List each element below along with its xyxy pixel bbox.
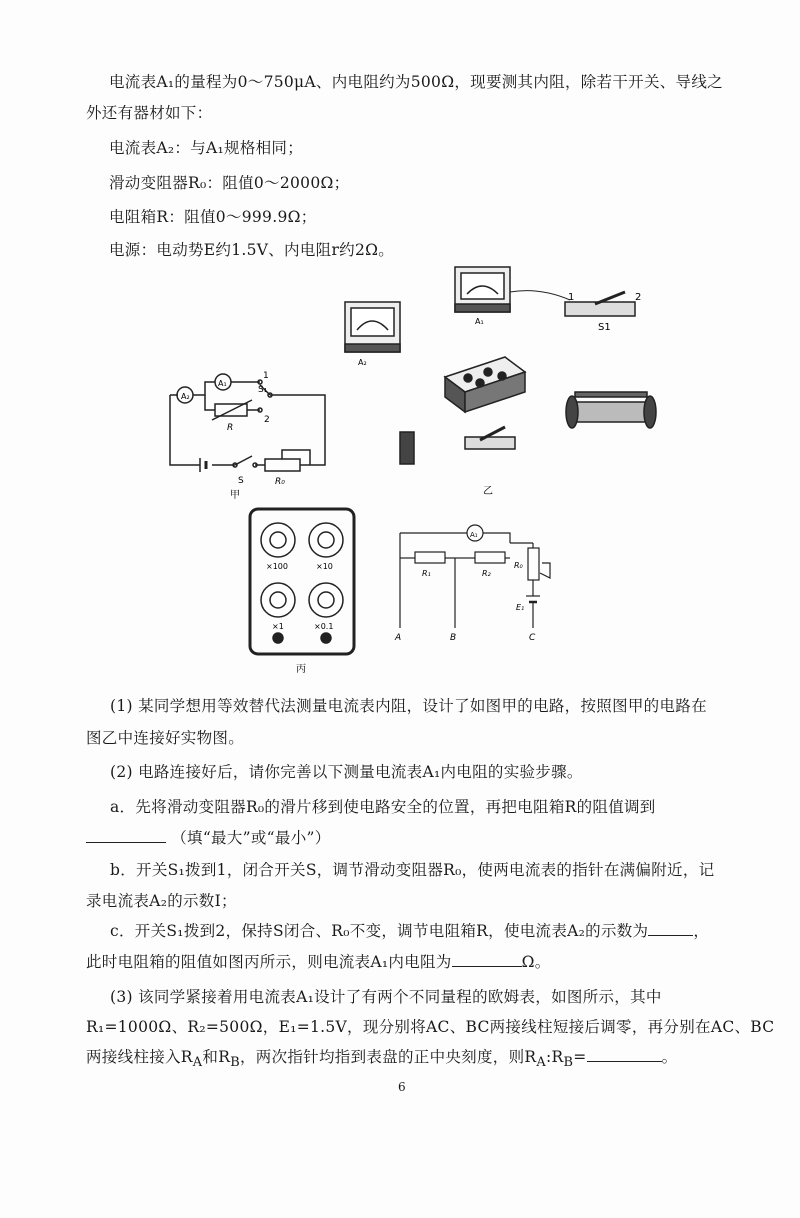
svg-text:R₁: R₁: [422, 569, 431, 578]
svg-text:A₁: A₁: [218, 379, 227, 388]
svg-text:甲: 甲: [230, 490, 240, 500]
answer-blank-a[interactable]: [86, 828, 166, 843]
svg-text:C: C: [529, 633, 536, 643]
q2-step-b-line-1: b．开关S₁拨到1，闭合开关S，调节滑动变阻器R₀，使两电流表的指针在满偏附近，记: [110, 861, 715, 879]
svg-text:×10: ×10: [316, 562, 333, 571]
apparatus-photo-yi: [340, 262, 680, 497]
equipment-item-3: 电阻箱R：阻值0～999.9Ω；: [109, 208, 317, 226]
svg-text:×1: ×1: [272, 622, 284, 631]
svg-text:R₂: R₂: [482, 569, 491, 578]
q1-line-1: (1) 某同学想用等效替代法测量电流表内阻，设计了如图甲的电路，按照图甲的电路在: [110, 697, 707, 715]
svg-text:A₂: A₂: [358, 358, 367, 367]
svg-text:×0.1: ×0.1: [314, 622, 334, 631]
intro-line-2: 外还有器材如下：: [86, 104, 213, 122]
page-number: 6: [398, 1080, 406, 1094]
q2-step-c-line-2: 此时电阻箱的阻值如图丙所示，则电流表A₁内电阻为 Ω。: [86, 953, 551, 971]
q3-line-3: 两接线柱接入$R_A$和$R_B$，两次指针均指到表盘的正中央刻度，则$R_A:R_B=$ 。: [86, 1048, 678, 1071]
svg-text:S₁: S₁: [258, 385, 268, 395]
answer-blank-c1[interactable]: [648, 921, 693, 936]
q2-step-b-line-2: 录电流表A₂的示数I；: [86, 892, 237, 910]
svg-text:R₀: R₀: [275, 477, 285, 487]
equipment-item-1: 电流表A₂：与A₁规格相同；: [109, 139, 304, 157]
svg-text:A₁: A₁: [475, 317, 484, 326]
q2-step-a-line-2: （填“最大”或“最小”）: [86, 826, 331, 848]
svg-text:丙: 丙: [296, 664, 306, 675]
svg-text:乙: 乙: [483, 486, 493, 497]
q2-title: (2) 电路连接好后，请你完善以下测量电流表A₁内电阻的实验步骤。: [110, 763, 583, 781]
q1-line-2: 图乙中连接好实物图。: [86, 729, 245, 747]
answer-blank-q3[interactable]: [587, 1047, 662, 1062]
answer-blank-c2[interactable]: [452, 952, 522, 967]
q3-line-1: (3) 该同学紧接着用电流表A₁设计了有两个不同量程的欧姆表，如图所示，其中: [110, 988, 662, 1006]
svg-text:S1: S1: [598, 322, 611, 333]
svg-text:B: B: [450, 633, 457, 643]
svg-text:A: A: [395, 633, 402, 643]
svg-text:2: 2: [635, 292, 642, 303]
svg-text:A₂: A₂: [181, 392, 190, 401]
svg-text:2: 2: [264, 415, 270, 425]
intro-line-1: 电流表A₁的量程为0～750μA、内电阻约为500Ω，现要测其内阻，除若干开关、导线之: [109, 73, 723, 91]
equipment-item-4: 电源：电动势E约1.5V、内电阻r约2Ω。: [109, 241, 395, 259]
equipment-item-2: 滑动变阻器R₀：阻值0～2000Ω；: [109, 174, 350, 192]
q2-step-c-line-1: c．开关S₁拨到2，保持S闭合、R₀不变，调节电阻箱R，使电流表A₂的示数为 ，: [110, 922, 710, 940]
circuit-diagram-jia: [160, 360, 340, 500]
ohmmeter-circuit: [390, 518, 560, 648]
svg-text:R: R: [227, 423, 234, 433]
svg-text:×100: ×100: [266, 562, 288, 571]
svg-text:S: S: [238, 476, 244, 486]
svg-text:R₀: R₀: [514, 561, 523, 570]
q3-line-2: R₁=1000Ω、R₂=500Ω，E₁=1.5V，现分别将AC、BC两接线柱短接后调零，再分别在AC、BC: [86, 1018, 775, 1036]
resistance-box-bing: [248, 507, 358, 677]
q2-step-a-line-1: a．先将滑动变阻器R₀的滑片移到使电路安全的位置，再把电阻箱R的阻值调到: [110, 798, 656, 816]
svg-text:E₁: E₁: [516, 603, 525, 612]
svg-text:1: 1: [263, 371, 269, 381]
svg-text:A₁: A₁: [470, 531, 478, 539]
svg-text:1: 1: [568, 292, 575, 303]
